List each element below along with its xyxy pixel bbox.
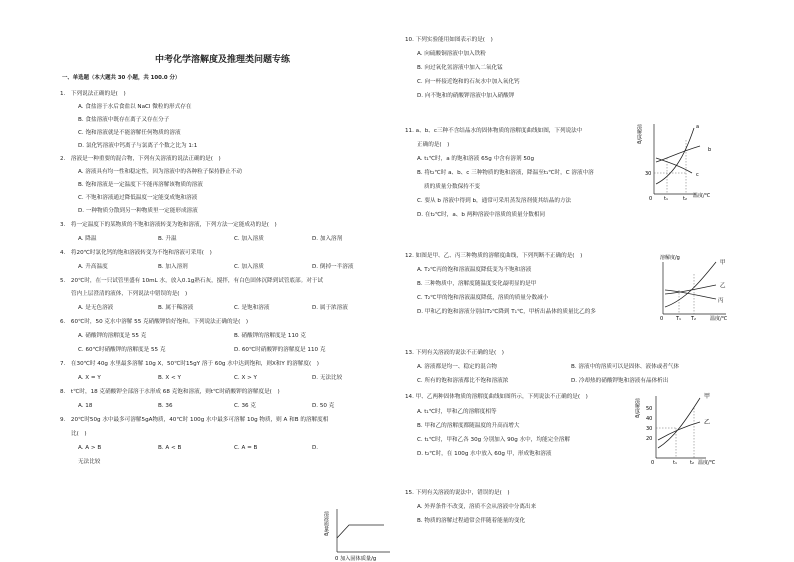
figure-q14: [634, 390, 728, 466]
right-option-19: C. 所有的饱和溶液都比不饱和溶液浓: [417, 378, 509, 384]
page-title: 中考化学溶解度及推理类问题专练: [154, 55, 290, 65]
left-question-26: 6. 60℃时，50 克水中溶解 55 克硝酸钾恰好饱和。下列说法正确的是( ): [60, 319, 249, 325]
fig11-t2: t₂: [683, 196, 687, 202]
fig9-ylabel: 溶液质量/g: [323, 511, 329, 536]
right-line-5-1: 正确的是( ): [417, 142, 450, 148]
fig12-yi: 乙: [720, 283, 726, 289]
fig12-ylabel: 溶解度/g: [660, 255, 680, 261]
left-question-10: 3. 将一定温度下的某物质的不饱和溶液转变为饱和溶液，下列方法一定能成功的是( ): [60, 222, 277, 228]
left-option-8: C. 不饱和溶液通过降低温度一定能变成饱和溶液: [78, 195, 198, 201]
right-question-26: 15. 下列有关溶液的说法中，错误的是( ): [405, 490, 510, 496]
fig11-curve-c: c: [696, 172, 699, 178]
right-option-10: D. 在t₂℃时，a、b 两种溶液中溶质的质量分数相同: [417, 212, 546, 218]
left-option-16: A. 升高温度: [78, 264, 108, 270]
fig14-t2: t₂: [690, 460, 694, 466]
fig12-bing: 丙: [718, 298, 724, 304]
fig11-curve-b: b: [708, 147, 712, 153]
fig14-origin: 0: [651, 460, 655, 466]
left-option-34: C. X > Y: [234, 375, 257, 381]
left-option-42: 比( ): [71, 431, 87, 437]
left-question-15: 4. 将20℃时氯化钙的饱和溶液转变为不饱和溶液可采用( ): [60, 250, 212, 256]
left-option-38: B. 36: [158, 403, 173, 409]
left-option-1: A. 食盐溶于水后食盐以 NaCl 微粒的形式存在: [78, 104, 192, 110]
left-option-9: D. 一种物质分散到另一种物质里一定能形成溶液: [78, 208, 198, 214]
fig14-tick-30: 30: [646, 426, 653, 432]
left-option-12: B. 升温: [158, 236, 177, 242]
fig11-curve-a: a: [696, 124, 700, 130]
right-option-4: D. 向不饱和的硝酸钾溶液中加入硝酸钾: [417, 93, 515, 99]
left-option-4: D. 氯化钙溶液中钙离子与氯离子个数之比为 1:1: [78, 143, 198, 149]
right-option-22: A. t₁℃时，甲和乙的溶解度相等: [417, 409, 497, 415]
left-option-47: 无法比较: [78, 459, 101, 465]
left-option-35: D. 无法比较: [312, 375, 343, 381]
left-option-18: C. 加入溶质: [234, 264, 264, 270]
fig14-t1: t₁: [673, 460, 677, 466]
fig11-xunit: 温度/℃: [693, 193, 711, 199]
left-option-45: C. A = B: [234, 445, 258, 451]
figure-q11: [634, 118, 724, 200]
right-option-7: B. 将t₂℃时 a、b、c 三种物质的饱和溶液，降温至t₁℃时，C 溶液中溶: [417, 170, 594, 176]
right-option-27: A. 外界条件不改变，溶质不会从溶液中分离出来: [417, 504, 537, 510]
fig14-ylabel: 溶解度/g: [634, 398, 640, 418]
fig9-xlabel: 0 加入固体质量/g: [335, 556, 377, 562]
right-option-2: B. 向过氧化氢溶液中加入二氧化锰: [417, 65, 503, 71]
right-option-24: C. t₁℃时，甲和乙各 30g 分别加入 90g 水中，均能完全溶解: [417, 437, 570, 443]
left-option-28: B. 硝酸钾的溶解度是 110 克: [234, 333, 306, 339]
right-question-11: 12. 如图是甲、乙、丙三种物质的溶解度曲线，下列判断不正确的是( ): [405, 253, 583, 259]
left-question-41: 9. 20℃时50g 水中最多可溶解5gA物质，40℃时 100g 水中最多可溶解 10g 物质，则 A 和B 的溶解度相: [60, 417, 329, 423]
right-option-6: A. t₁℃时，a 的饱和溶液 65g 中含有溶剂 50g: [417, 156, 535, 162]
fig14-tick-50: 50: [646, 406, 653, 412]
fig14-tick-40: 40: [646, 416, 653, 422]
left-option-21: 管内上层澄清的液体，下列说法中错误的是( ): [71, 291, 188, 297]
section-heading: 一、单选题（本大题共 30 小题，共 100.0 分）: [62, 75, 181, 81]
right-question-21: 14. 甲、乙两种固体物质的溶解度曲线如图所示，下列说法不正确的是( ): [405, 394, 588, 400]
fig12-T1: T₁: [676, 316, 682, 322]
figure-q9: [324, 505, 394, 562]
right-question-0: 10. 下列实验能用如图表示的是( ): [405, 37, 493, 43]
left-option-2: B. 食盐溶液中既存在离子又存在分子: [78, 117, 170, 123]
fig12-jia: 甲: [720, 260, 726, 266]
right-option-18: B. 溶液中的溶质可以是固体、液体或者气体: [571, 364, 680, 370]
right-question-16: 13. 下列有关溶液的说法不正确的是( ): [405, 350, 504, 356]
left-option-30: D. 60℃时硝酸钾的溶解度是 110 克: [234, 347, 326, 353]
right-option-23: B. 甲和乙的溶解度都随温度的升高而增大: [417, 423, 520, 429]
right-option-13: B. 三种物质中，溶解度随温度变化最明显的是甲: [417, 281, 537, 287]
left-option-6: A. 溶液具有均一性和稳定性，因为溶液中的各种粒子保持静止不动: [78, 169, 242, 175]
fig14-yi: 乙: [704, 419, 711, 426]
left-option-13: C. 加入溶质: [234, 236, 264, 242]
fig11-ylabel: 溶解度/g: [636, 124, 642, 144]
left-option-3: C. 饱和溶液就是不能溶解任何物质的溶液: [78, 130, 181, 136]
left-option-14: D. 加入溶剂: [312, 236, 343, 242]
left-question-36: 8. t℃时，18 克硝酸钾全部溶于水形成 68 克饱和溶液，则t℃时硝酸钾的溶解度是( ): [60, 389, 280, 395]
left-option-11: A. 降温: [78, 236, 97, 242]
left-option-19: D. 倒掉一半溶液: [312, 264, 354, 270]
fig11-y30: 30: [645, 171, 652, 177]
left-option-7: B. 饱和溶液是一定温度下不能再溶解该物质的溶液: [78, 182, 203, 188]
fig14-jia: 甲: [704, 393, 711, 400]
left-option-39: C. 36 克: [234, 403, 256, 409]
right-option-25: D. t₂℃时，在 100g 水中放入 60g 甲，形成饱和溶液: [417, 451, 552, 457]
left-question-5: 2. 溶液是一种重要的混合物，下列有关溶液的说法正确的是( ): [60, 156, 221, 162]
left-option-40: D. 50 克: [312, 403, 335, 409]
right-option-1: A. 向硫酸铜溶液中加入铁粉: [417, 51, 486, 57]
left-option-25: D. 属于浓溶液: [312, 305, 348, 311]
left-option-23: B. 属于稀溶液: [158, 305, 194, 311]
fig12-origin: 0: [660, 316, 664, 322]
left-option-22: A. 是无色溶液: [78, 305, 114, 311]
left-option-33: B. X < Y: [158, 375, 181, 381]
right-option-14: C. T₂℃甲的饱和溶液温度降低，溶质的质量分数减小: [417, 295, 549, 301]
right-option-3: C. 向一杯接近饱和的石灰水中加入氧化钙: [417, 79, 520, 85]
right-line-5-0: 11. a、b、c三种不含结晶水的固体物质的溶解度曲线如图，下列说法中: [405, 128, 583, 134]
right-option-17: A. 溶液都是均一、稳定的混合物: [417, 364, 498, 370]
left-question-0: 1. 下列说法正确的是( ): [60, 91, 126, 97]
fig11-origin: 0: [649, 196, 653, 202]
left-option-24: C. 是饱和溶液: [234, 305, 270, 311]
left-option-44: B. A < B: [158, 445, 182, 451]
fig11-t1: t₁: [664, 196, 668, 202]
left-option-37: A. 18: [78, 403, 93, 409]
fig12-T2: T₂: [691, 316, 697, 322]
right-option-9: C. 要从 b 溶液中得到 b，通常可采用蒸发溶剂使其结晶的方法: [417, 198, 572, 204]
figure-q12: [660, 252, 740, 322]
left-question-31: 7. 在30℃时 40g 水里最多溶解 10g X，50℃时15gY 溶于 60g 水中达到饱和，则X和Y 的溶解度( ): [60, 361, 319, 367]
left-question-20: 5. 20℃时，在一只试管里盛有 10mL 水，放入0.1g熟石灰，搅拌，有白色固体沉降到试管底部。对于试: [60, 278, 323, 284]
left-option-43: A. A > B: [78, 445, 102, 451]
left-option-27: A. 硝酸钾的溶解度是 55 克: [78, 333, 147, 339]
left-option-46: D.: [312, 445, 319, 451]
right-option-28: B. 物质的溶解过程通常会伴随着能量的变化: [417, 518, 526, 524]
fig12-xunit: 温度/℃: [710, 316, 728, 322]
fig14-xunit: 温度/℃: [698, 460, 716, 466]
right-option-8: 质的质量分数保持不变: [424, 184, 480, 190]
left-option-29: C. 60℃时硝酸钾的溶解度是 55 克: [78, 347, 166, 353]
fig14-tick-20: 20: [646, 436, 653, 442]
right-option-15: D. 甲和乙的饱和溶液分别由T₂℃降到 T₁℃，甲析出晶体的质量比乙的多: [417, 309, 596, 315]
right-option-12: A. T₂℃丙的饱和溶液温度降低变为不饱和溶液: [417, 267, 532, 273]
left-option-17: B. 加入溶剂: [158, 264, 188, 270]
left-option-32: A. X = Y: [78, 375, 101, 381]
right-option-20: D. 冷却热的硝酸钾饱和溶液有晶体析出: [571, 378, 669, 384]
